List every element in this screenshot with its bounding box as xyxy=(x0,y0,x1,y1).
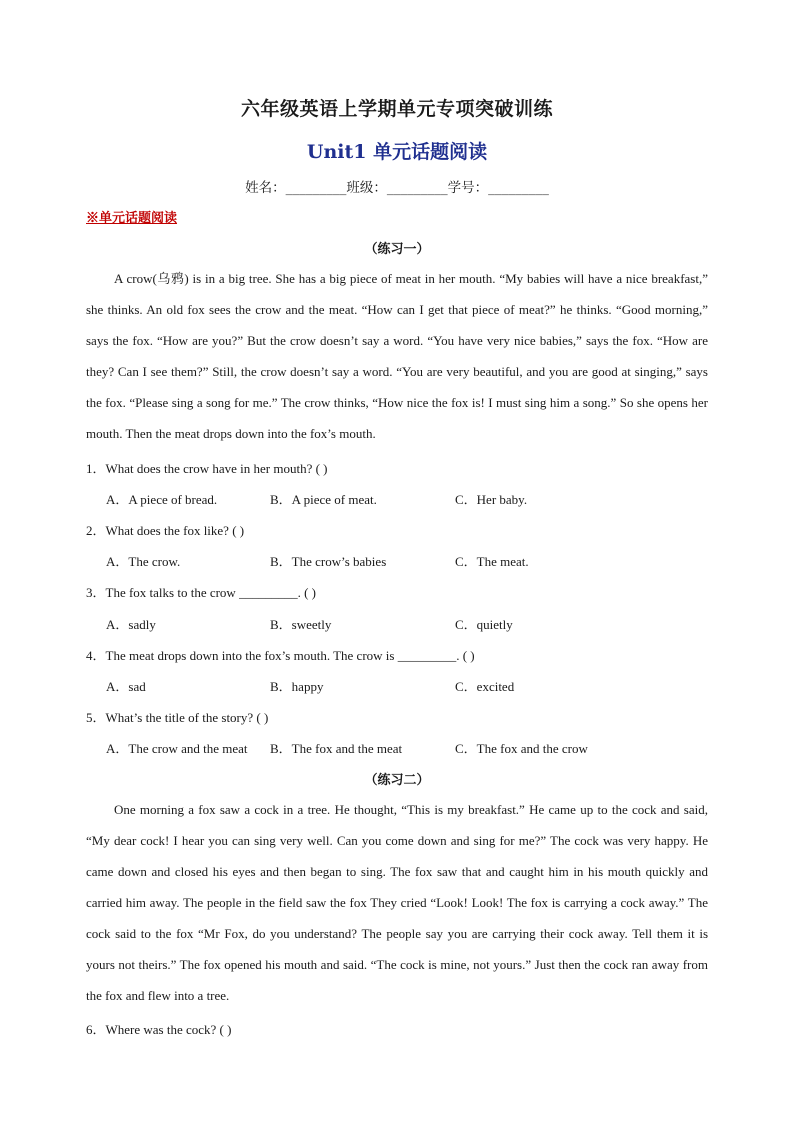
exercise2-passage-text: One morning a fox saw a cock in a tree. He thought, “This is my breakfast.” He came up to the cock and said, “My dear cock! I hear you can sing very well. Can you come down and sing for me?” The cock was very happy. He came down and closed his eyes and then began to sing. The fox saw that and caught him in his mouth quickly and carried him away. The people in the field saw the fox They cried “Look! Look! The fox is carrying a cock away.” The cock said to the fox “Mr Fox, do you understand? The people say you are carrying their cock away. Tell them it is yours not theirs.” The fox opened his mouth and said. “The cock is mine, not yours.” Just then the cock ran away from the fox and flew into a tree. xyxy=(86,802,708,1003)
q3-option-a[interactable]: A．sadly xyxy=(106,617,156,632)
exercise2-heading: （练习二） xyxy=(364,773,430,788)
exercise1-passage-text: A crow(乌鸦) is in a big tree. She has a big piece of meat in her mouth. “My babies will have a nice breakfast,” she thinks. An old fox sees the crow and the meat. “How can I get that piece of meat?” he thinks. “Good morning,” says the fox. “How are you?” But the crow doesn’t say a word. “You have very nice babies,” says the fox. “How are they? Can I see them?” Still, the crow doesn’t say a word. “You are very beautiful, and you are good at singing,” says the fox. “Please sing a song for me.” The crow thinks, “How nice the fox is! I must sing him a song.” So she opens her mouth. Then the meat drops down into the fox’s mouth. xyxy=(86,271,708,441)
q1-option-b[interactable]: B．A piece of meat. xyxy=(270,492,377,507)
question-1: 1．What does the crow have in her mouth? ( ) xyxy=(86,461,328,476)
q2-option-a[interactable]: A．The crow. xyxy=(106,554,181,569)
student-info-line: 姓名：_________班级：_________学号：_________ xyxy=(245,180,549,196)
question-4: 4．The meat drops down into the fox’s mouth. The crow is _________. ( ) xyxy=(86,648,475,663)
exercise1-heading: （练习一） xyxy=(364,242,430,257)
q1-option-c[interactable]: C．Her baby. xyxy=(455,492,528,507)
exercise2-passage xyxy=(86,794,708,1011)
q5-option-b[interactable]: B．The fox and the meat xyxy=(270,741,403,756)
exercise1-passage xyxy=(86,263,708,449)
question-3: 3．The fox talks to the crow _________. ( ) xyxy=(86,585,316,600)
q4-option-c[interactable]: C．excited xyxy=(455,679,515,694)
q4-option-b[interactable]: B．happy xyxy=(270,679,324,694)
q3-option-c[interactable]: C．quietly xyxy=(455,617,513,632)
section-label: ※单元话题阅读 xyxy=(86,211,178,226)
q2-option-b[interactable]: B．The crow’s babies xyxy=(270,554,387,569)
question-2: 2．What does the fox like? ( ) xyxy=(86,523,245,538)
unit-subtitle: Unit1 单元话题阅读 xyxy=(306,141,488,163)
question-5: 5．What’s the title of the story? ( ) xyxy=(86,710,269,725)
q5-option-a[interactable]: A．The crow and the meat xyxy=(106,741,248,756)
q1-option-a[interactable]: A．A piece of bread. xyxy=(106,492,218,507)
q5-option-c[interactable]: C．The fox and the crow xyxy=(455,741,588,756)
q3-option-b[interactable]: B．sweetly xyxy=(270,617,332,632)
q2-option-c[interactable]: C．The meat. xyxy=(455,554,529,569)
page-title: 六年级英语上学期单元专项突破训练 xyxy=(240,98,553,120)
q4-option-a[interactable]: A．sad xyxy=(106,679,146,694)
question-6: 6．Where was the cock? ( ) xyxy=(86,1022,232,1037)
